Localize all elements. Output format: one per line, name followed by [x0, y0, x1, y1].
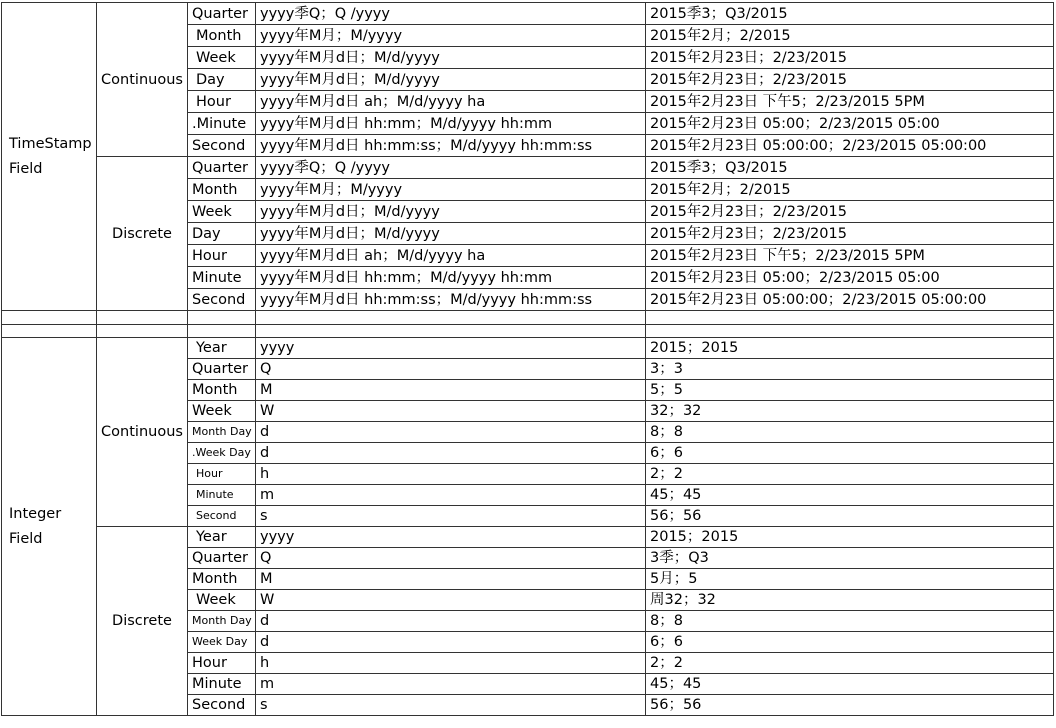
mode-label-int-continuous: Continuous [97, 338, 188, 527]
date-format-table [1, 2, 1054, 716]
example-cell: 2015；2015 [646, 527, 1054, 548]
format-cell: yyyy年M月d日 hh:mm:ss；M/d/yyyy hh:mm:ss [256, 289, 646, 311]
table-row [2, 338, 1054, 359]
example-cell: 2015年2月23日 下午5；2/23/2015 5PM [646, 91, 1054, 113]
format-cell: yyyy季Q；Q /yyyy [256, 3, 646, 25]
format-cell: h [256, 653, 646, 674]
example-cell: 2015年2月23日 下午5；2/23/2015 5PM [646, 245, 1054, 267]
level-cell: Second [188, 135, 256, 157]
table-row [2, 527, 1054, 548]
format-cell: d [256, 632, 646, 653]
example-cell: 2；2 [646, 464, 1054, 485]
level-cell: Week [188, 590, 256, 611]
level-cell: Minute [188, 674, 256, 695]
level-cell: Week Day [188, 632, 256, 653]
example-cell: 3季；Q3 [646, 548, 1054, 569]
level-cell: Month [188, 569, 256, 590]
level-cell: Quarter [188, 3, 256, 25]
level-cell: Month [188, 179, 256, 201]
level-cell: Hour [188, 245, 256, 267]
example-cell: 2015年2月；2/2015 [646, 25, 1054, 47]
example-cell: 周32；32 [646, 590, 1054, 611]
format-cell: s [256, 695, 646, 716]
format-cell: M [256, 569, 646, 590]
example-cell: 2；2 [646, 653, 1054, 674]
level-cell: Hour [188, 653, 256, 674]
level-cell: Year [188, 338, 256, 359]
format-cell: yyyy年M月d日 ah；M/d/yyyy ha [256, 245, 646, 267]
level-cell: .Week Day [188, 443, 256, 464]
example-cell: 2015年2月；2/2015 [646, 179, 1054, 201]
spacer-row [2, 311, 1054, 325]
level-cell: Quarter [188, 359, 256, 380]
format-cell: Q [256, 359, 646, 380]
format-cell: s [256, 506, 646, 527]
example-cell: 2015年2月23日 05:00:00；2/23/2015 05:00:00 [646, 135, 1054, 157]
group-label-timestamp: TimeStamp Field [2, 3, 97, 311]
mode-label-int-discrete: Discrete [97, 527, 188, 716]
level-cell: Minute [188, 267, 256, 289]
format-cell: yyyy [256, 338, 646, 359]
example-cell: 45；45 [646, 674, 1054, 695]
level-cell: Hour [188, 464, 256, 485]
table-row [2, 157, 1054, 179]
level-cell: Month Day [188, 611, 256, 632]
format-cell: d [256, 443, 646, 464]
level-cell: Week [188, 47, 256, 69]
format-cell: yyyy年M月d日；M/d/yyyy [256, 201, 646, 223]
level-cell: Month Day [188, 422, 256, 443]
format-cell: m [256, 485, 646, 506]
level-cell: Day [188, 69, 256, 91]
example-cell: 2015季3；Q3/2015 [646, 157, 1054, 179]
level-cell: Quarter [188, 157, 256, 179]
example-cell: 56；56 [646, 506, 1054, 527]
group-label-integer: Integer Field [2, 338, 97, 716]
format-cell: d [256, 611, 646, 632]
format-cell: Q [256, 548, 646, 569]
format-cell: yyyy [256, 527, 646, 548]
level-cell: Minute [188, 485, 256, 506]
level-cell: Hour [188, 91, 256, 113]
example-cell: 8；8 [646, 422, 1054, 443]
level-cell: Month [188, 25, 256, 47]
example-cell: 8；8 [646, 611, 1054, 632]
example-cell: 32；32 [646, 401, 1054, 422]
level-cell: Year [188, 527, 256, 548]
example-cell: 5月；5 [646, 569, 1054, 590]
example-cell: 2015年2月23日；2/23/2015 [646, 223, 1054, 245]
format-cell: yyyy年M月；M/yyyy [256, 25, 646, 47]
format-cell: d [256, 422, 646, 443]
example-cell: 3；3 [646, 359, 1054, 380]
example-cell: 5；5 [646, 380, 1054, 401]
level-cell: Quarter [188, 548, 256, 569]
example-cell: 6；6 [646, 632, 1054, 653]
table-row [2, 3, 1054, 25]
format-cell: yyyy年M月d日 hh:mm:ss；M/d/yyyy hh:mm:ss [256, 135, 646, 157]
format-cell: yyyy年M月d日 hh:mm；M/d/yyyy hh:mm [256, 267, 646, 289]
example-cell: 56；56 [646, 695, 1054, 716]
level-cell: Second [188, 506, 256, 527]
format-cell: W [256, 401, 646, 422]
format-cell: yyyy季Q；Q /yyyy [256, 157, 646, 179]
example-cell: 2015年2月23日；2/23/2015 [646, 69, 1054, 91]
example-cell: 2015年2月23日 05:00；2/23/2015 05:00 [646, 113, 1054, 135]
mode-label-ts-discrete: Discrete [97, 157, 188, 311]
example-cell: 6；6 [646, 443, 1054, 464]
example-cell: 2015季3；Q3/2015 [646, 3, 1054, 25]
level-cell: Second [188, 695, 256, 716]
format-cell: yyyy年M月；M/yyyy [256, 179, 646, 201]
level-cell: .Minute [188, 113, 256, 135]
example-cell: 2015；2015 [646, 338, 1054, 359]
example-cell: 2015年2月23日；2/23/2015 [646, 201, 1054, 223]
example-cell: 45；45 [646, 485, 1054, 506]
format-cell: yyyy年M月d日 ah；M/d/yyyy ha [256, 91, 646, 113]
format-cell: M [256, 380, 646, 401]
example-cell: 2015年2月23日；2/23/2015 [646, 47, 1054, 69]
mode-label-ts-continuous: Continuous [97, 3, 188, 157]
example-cell: 2015年2月23日 05:00:00；2/23/2015 05:00:00 [646, 289, 1054, 311]
level-cell: Week [188, 201, 256, 223]
format-cell: yyyy年M月d日；M/d/yyyy [256, 223, 646, 245]
format-cell: W [256, 590, 646, 611]
level-cell: Month [188, 380, 256, 401]
level-cell: Week [188, 401, 256, 422]
format-cell: yyyy年M月d日；M/d/yyyy [256, 69, 646, 91]
format-cell: h [256, 464, 646, 485]
level-cell: Day [188, 223, 256, 245]
format-cell: yyyy年M月d日；M/d/yyyy [256, 47, 646, 69]
level-cell: Second [188, 289, 256, 311]
format-cell: yyyy年M月d日 hh:mm；M/d/yyyy hh:mm [256, 113, 646, 135]
spacer-row [2, 325, 1054, 338]
format-cell: m [256, 674, 646, 695]
example-cell: 2015年2月23日 05:00；2/23/2015 05:00 [646, 267, 1054, 289]
